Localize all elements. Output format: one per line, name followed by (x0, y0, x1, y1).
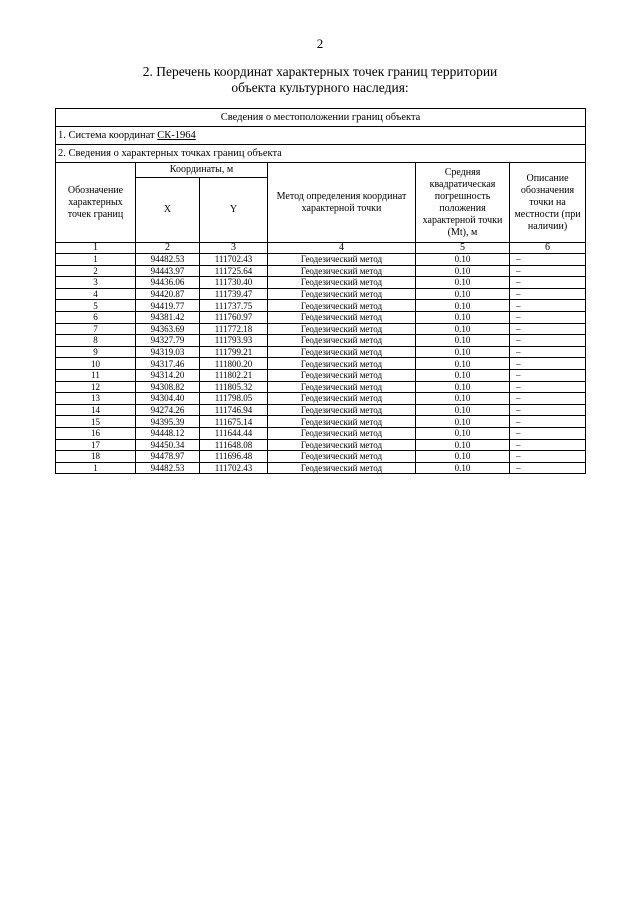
y-coordinate-cell: 111702.43 (200, 254, 268, 266)
error-cell: 0.10 (416, 416, 510, 428)
description-cell: – (510, 335, 586, 347)
error-cell: 0.10 (416, 265, 510, 277)
header-coords: Координаты, м (136, 163, 268, 178)
description-cell: – (510, 462, 586, 474)
page-number: 2 (316, 36, 324, 51)
method-cell: Геодезический метод (268, 335, 416, 347)
table-row (56, 277, 586, 289)
y-coordinate-cell: 111702.43 (200, 462, 268, 474)
x-coordinate-cell: 94478.97 (136, 451, 200, 463)
error-cell: 0.10 (416, 323, 510, 335)
table-row (56, 427, 586, 439)
method-cell: Геодезический метод (268, 381, 416, 393)
method-cell: Геодезический метод (268, 288, 416, 300)
description-cell: – (510, 300, 586, 312)
table-row (56, 451, 586, 463)
x-coordinate-cell: 94381.42 (136, 311, 200, 323)
column-number: 5 (416, 243, 510, 254)
description-cell: – (510, 427, 586, 439)
description-cell: – (510, 346, 586, 358)
y-coordinate-cell: 111805.32 (200, 381, 268, 393)
coordinate-system-name: СК-1964 (157, 130, 196, 141)
method-cell: Геодезический метод (268, 323, 416, 335)
method-cell: Геодезический метод (268, 277, 416, 289)
description-cell: – (510, 451, 586, 463)
table-title: Сведения о местоположении границ объекта (56, 109, 586, 127)
method-cell: Геодезический метод (268, 311, 416, 323)
method-cell: Геодезический метод (268, 404, 416, 416)
method-cell: Геодезический метод (268, 439, 416, 451)
y-coordinate-cell: 111772.18 (200, 323, 268, 335)
header-x: X (136, 178, 200, 243)
description-cell: – (510, 404, 586, 416)
y-coordinate-cell: 111760.97 (200, 311, 268, 323)
table-row (56, 254, 586, 266)
x-coordinate-cell: 94482.53 (136, 462, 200, 474)
coordinate-system-cell (56, 127, 586, 145)
header-error: Средняя квадратическая погрешность положения характерной точки (Mt), м (416, 163, 510, 243)
table-row (56, 311, 586, 323)
y-coordinate-cell: 111675.14 (200, 416, 268, 428)
heading-line-1: 2. Перечень координат характерных точек границ территории (142, 64, 498, 79)
y-coordinate-cell: 111730.40 (200, 277, 268, 289)
error-cell: 0.10 (416, 427, 510, 439)
x-coordinate-cell: 94314.20 (136, 369, 200, 381)
point-id-cell: 17 (56, 439, 136, 451)
method-cell: Геодезический метод (268, 416, 416, 428)
x-coordinate-cell: 94304.40 (136, 393, 200, 405)
method-cell: Геодезический метод (268, 358, 416, 370)
table-row (56, 393, 586, 405)
table-row (56, 323, 586, 335)
document-heading (60, 64, 580, 96)
table-row (56, 288, 586, 300)
error-cell: 0.10 (416, 381, 510, 393)
description-cell: – (510, 254, 586, 266)
coordinate-system-label: 1. Система координат (58, 130, 158, 141)
error-cell: 0.10 (416, 277, 510, 289)
y-coordinate-cell: 111798.05 (200, 393, 268, 405)
point-id-cell: 9 (56, 346, 136, 358)
table-row (56, 381, 586, 393)
table-body (56, 109, 586, 474)
point-id-cell: 13 (56, 393, 136, 405)
method-cell: Геодезический метод (268, 300, 416, 312)
point-id-cell: 1 (56, 462, 136, 474)
x-coordinate-cell: 94317.46 (136, 358, 200, 370)
x-coordinate-cell: 94443.97 (136, 265, 200, 277)
column-number: 1 (56, 243, 136, 254)
point-id-cell: 5 (56, 300, 136, 312)
y-coordinate-cell: 111793.93 (200, 335, 268, 347)
column-number: 3 (200, 243, 268, 254)
y-coordinate-cell: 111696.48 (200, 451, 268, 463)
error-cell: 0.10 (416, 358, 510, 370)
column-number-row (56, 243, 586, 254)
table-row (56, 265, 586, 277)
description-cell: – (510, 369, 586, 381)
table-title-row (56, 109, 586, 127)
description-cell: – (510, 323, 586, 335)
point-id-cell: 12 (56, 381, 136, 393)
description-cell: – (510, 265, 586, 277)
y-coordinate-cell: 111644.44 (200, 427, 268, 439)
y-coordinate-cell: 111802.21 (200, 369, 268, 381)
description-cell: – (510, 277, 586, 289)
table-row (56, 300, 586, 312)
method-cell: Геодезический метод (268, 393, 416, 405)
description-cell: – (510, 311, 586, 323)
coordinate-system-row (56, 127, 586, 145)
y-coordinate-cell: 111725.64 (200, 265, 268, 277)
method-cell: Геодезический метод (268, 369, 416, 381)
error-cell: 0.10 (416, 300, 510, 312)
points-caption: 2. Сведения о характерных точках границ объекта (56, 145, 586, 163)
error-cell: 0.10 (416, 369, 510, 381)
error-cell: 0.10 (416, 346, 510, 358)
column-number: 2 (136, 243, 200, 254)
points-caption-row (56, 145, 586, 163)
column-number: 4 (268, 243, 416, 254)
error-cell: 0.10 (416, 404, 510, 416)
x-coordinate-cell: 94436.06 (136, 277, 200, 289)
x-coordinate-cell: 94327.79 (136, 335, 200, 347)
table-row (56, 404, 586, 416)
table-row (56, 335, 586, 347)
error-cell: 0.10 (416, 254, 510, 266)
x-coordinate-cell: 94274.26 (136, 404, 200, 416)
error-cell: 0.10 (416, 335, 510, 347)
method-cell: Геодезический метод (268, 451, 416, 463)
description-cell: – (510, 393, 586, 405)
description-cell: – (510, 439, 586, 451)
column-number: 6 (510, 243, 586, 254)
table-row (56, 439, 586, 451)
error-cell: 0.10 (416, 311, 510, 323)
x-coordinate-cell: 94448.12 (136, 427, 200, 439)
table-row (56, 346, 586, 358)
method-cell: Геодезический метод (268, 265, 416, 277)
y-coordinate-cell: 111648.08 (200, 439, 268, 451)
header-row-1 (56, 163, 586, 178)
header-method: Метод определения координат характерной точки (268, 163, 416, 243)
point-id-cell: 18 (56, 451, 136, 463)
y-coordinate-cell: 111799.21 (200, 346, 268, 358)
y-coordinate-cell: 111746.94 (200, 404, 268, 416)
header-y: Y (200, 178, 268, 243)
point-id-cell: 14 (56, 404, 136, 416)
table-row (56, 358, 586, 370)
point-id-cell: 8 (56, 335, 136, 347)
x-coordinate-cell: 94308.82 (136, 381, 200, 393)
coordinates-table (55, 108, 586, 474)
header-point: Обозначение характерных точек границ (56, 163, 136, 243)
point-id-cell: 3 (56, 277, 136, 289)
point-id-cell: 6 (56, 311, 136, 323)
point-id-cell: 4 (56, 288, 136, 300)
x-coordinate-cell: 94363.69 (136, 323, 200, 335)
point-id-cell: 11 (56, 369, 136, 381)
y-coordinate-cell: 111737.75 (200, 300, 268, 312)
point-id-cell: 15 (56, 416, 136, 428)
method-cell: Геодезический метод (268, 254, 416, 266)
point-id-cell: 7 (56, 323, 136, 335)
table-row (56, 416, 586, 428)
error-cell: 0.10 (416, 462, 510, 474)
point-id-cell: 2 (56, 265, 136, 277)
x-coordinate-cell: 94419.77 (136, 300, 200, 312)
x-coordinate-cell: 94420.87 (136, 288, 200, 300)
error-cell: 0.10 (416, 451, 510, 463)
method-cell: Геодезический метод (268, 346, 416, 358)
table-row (56, 462, 586, 474)
description-cell: – (510, 288, 586, 300)
header-description: Описание обозначения точки на местности (при наличии) (510, 163, 586, 243)
method-cell: Геодезический метод (268, 462, 416, 474)
error-cell: 0.10 (416, 288, 510, 300)
point-id-cell: 10 (56, 358, 136, 370)
x-coordinate-cell: 94395.39 (136, 416, 200, 428)
x-coordinate-cell: 94482.53 (136, 254, 200, 266)
description-cell: – (510, 381, 586, 393)
error-cell: 0.10 (416, 393, 510, 405)
error-cell: 0.10 (416, 439, 510, 451)
heading-line-2: объекта культурного наследия: (231, 80, 409, 95)
x-coordinate-cell: 94450.34 (136, 439, 200, 451)
table-row (56, 369, 586, 381)
description-cell: – (510, 416, 586, 428)
point-id-cell: 1 (56, 254, 136, 266)
description-cell: – (510, 358, 586, 370)
y-coordinate-cell: 111739.47 (200, 288, 268, 300)
point-id-cell: 16 (56, 427, 136, 439)
method-cell: Геодезический метод (268, 427, 416, 439)
y-coordinate-cell: 111800.20 (200, 358, 268, 370)
x-coordinate-cell: 94319.03 (136, 346, 200, 358)
